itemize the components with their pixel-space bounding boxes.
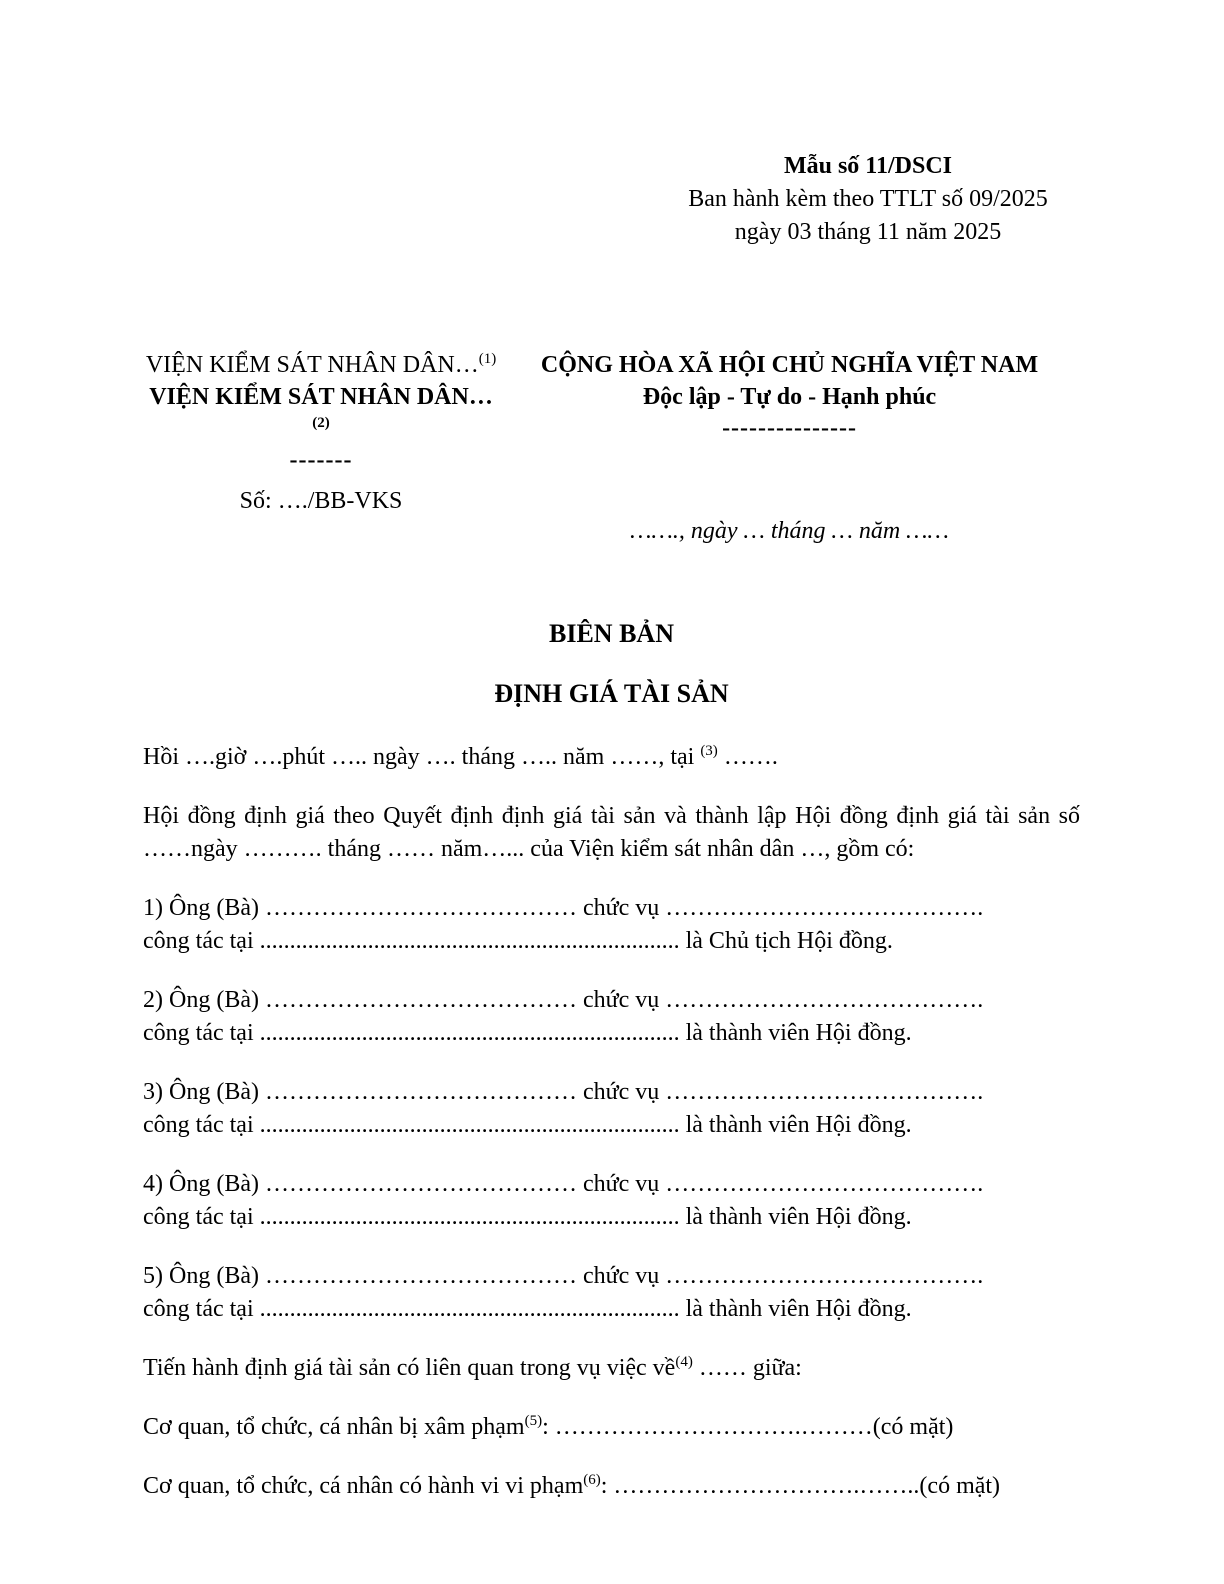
- violator-line: [143, 1470, 1080, 1503]
- victim-line: [143, 1411, 1080, 1444]
- member-name-line: 2) Ông (Bà) ………………………………… chức vụ ………………………………….: [143, 987, 984, 1013]
- proceed-line: [143, 1352, 1080, 1385]
- member-entry-3: [143, 1076, 1080, 1142]
- member-entry-2: [143, 984, 1080, 1050]
- document-subtitle: ĐỊNH GIÁ TÀI SẢN: [494, 679, 729, 708]
- form-number: Mẫu số 11/DSCI: [783, 153, 953, 179]
- victim-pre: Cơ quan, tổ chức, cá nhân bị xâm phạm: [143, 1414, 525, 1440]
- victim-post: : ………………………….………(có mặt): [542, 1414, 954, 1440]
- agency-superior-name: [143, 349, 499, 381]
- member-name-line: 5) Ông (Bà) ………………………………… chức vụ ………………………………….: [143, 1263, 984, 1289]
- document-body: [143, 741, 1080, 1503]
- footnote-ref-2: (2): [312, 415, 330, 431]
- member-entry-1: [143, 892, 1080, 958]
- member-name-line: 3) Ông (Bà) ………………………………… chức vụ ………………………………….: [143, 1079, 984, 1105]
- member-entry-5: [143, 1260, 1080, 1326]
- violator-pre: Cơ quan, tổ chức, cá nhân có hành vi vi phạm: [143, 1473, 584, 1499]
- footnote-ref-1: (1): [478, 351, 497, 367]
- agency-issuing-name: [143, 381, 499, 445]
- agency-column: [143, 349, 499, 517]
- council-intro-paragraph: Hội đồng định giá theo Quyết định định giá tài sản và thành lập Hội đồng định giá tài sản số ……ngày ………. tháng …… năm…... của Viện kiểm sát nhân dân …, gồm có:: [143, 803, 1080, 862]
- member-role-line: công tác tại ...................................................................... là Chủ tịch Hội đồng.: [143, 928, 893, 954]
- national-name: CỘNG HÒA XÃ HỘI CHỦ NGHĨA VIỆT NAM: [540, 352, 1039, 378]
- member-role-line: công tác tại ...................................................................... là thành viên Hội đồng.: [143, 1020, 912, 1046]
- title-block: [143, 619, 1080, 709]
- motto-divider: ---------------: [722, 415, 857, 441]
- form-issued-line1: Ban hành kèm theo TTLT số 09/2025: [688, 186, 1048, 212]
- footnote-ref-4: (4): [675, 1354, 693, 1370]
- proceed-pre: Tiến hành định giá tài sản có liên quan trong vụ việc về: [143, 1355, 676, 1381]
- footnote-ref-6: (6): [583, 1472, 601, 1488]
- date-place-line: ……., ngày … tháng … năm ……: [630, 518, 949, 544]
- footnote-ref-3: (3): [700, 743, 718, 759]
- document-number: Số: …./BB-VKS: [239, 488, 403, 514]
- agency-issuing-text: VIỆN KIỂM SÁT NHÂN DÂN…: [149, 384, 493, 410]
- time-location-pre: Hồi ….giờ ….phút ….. ngày …. tháng ….. năm ……, tại: [143, 744, 701, 770]
- proceed-post: …… giữa:: [692, 1355, 802, 1381]
- form-identification-block: [656, 150, 1080, 249]
- form-issued-line2: ngày 03 tháng 11 năm 2025: [734, 219, 1002, 245]
- member-entry-4: [143, 1168, 1080, 1234]
- time-location-line: [143, 741, 1080, 774]
- time-location-post: …….: [717, 744, 778, 770]
- document-header: [143, 349, 1080, 547]
- member-name-line: 1) Ông (Bà) ………………………………… chức vụ ………………………………….: [143, 895, 984, 921]
- violator-post: : ………………………….……..(có mặt): [600, 1473, 1001, 1499]
- member-role-line: công tác tại ...................................................................... là thành viên Hội đồng.: [143, 1296, 912, 1322]
- member-role-line: công tác tại ...................................................................... là thành viên Hội đồng.: [143, 1112, 912, 1138]
- agency-superior-text: VIỆN KIỂM SÁT NHÂN DÂN…: [145, 352, 479, 378]
- member-name-line: 4) Ông (Bà) ………………………………… chức vụ ………………………………….: [143, 1171, 984, 1197]
- agency-divider: -------: [289, 447, 353, 473]
- member-role-line: công tác tại ...................................................................... là thành viên Hội đồng.: [143, 1204, 912, 1230]
- national-column: [499, 349, 1080, 547]
- national-motto: Độc lập - Tự do - Hạnh phúc: [642, 384, 937, 410]
- document-title: BIÊN BẢN: [549, 619, 674, 648]
- footnote-ref-5: (5): [524, 1413, 543, 1429]
